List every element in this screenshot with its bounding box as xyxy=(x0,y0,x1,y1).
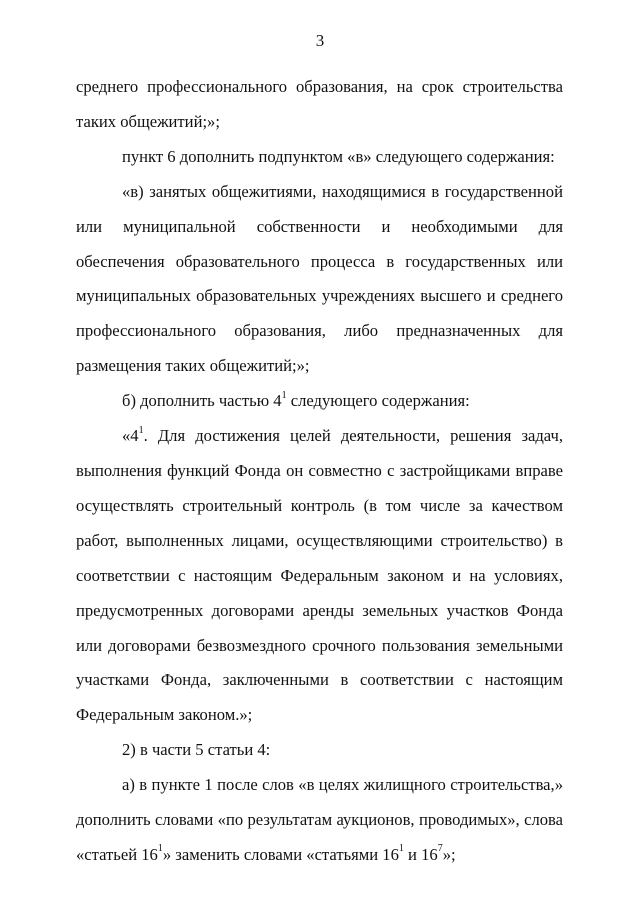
text-fragment: следующего содержания: xyxy=(286,391,470,411)
text-fragment: б) дополнить частью 4 xyxy=(122,391,282,411)
superscript: 1 xyxy=(281,389,287,401)
superscript: 7 xyxy=(437,843,443,855)
paragraph-item-2: 2) в части 5 статьи 4: xyxy=(122,740,271,760)
document-body xyxy=(76,70,563,873)
superscript: 1 xyxy=(138,424,144,436)
text-fragment: » заменить словами «статьями 16 xyxy=(162,844,399,864)
text-fragment: . Для достижения целей деятельности, решения задач, выполнения функций Фонда он совместно с застройщиками вправе осуществлять строительный контроль (в том числе за качеством работ, выполненных лицами, осуществляющими строительство) в соответствии с настоящим Федеральным законом и на условиях, предусмотренных договорами аренды земельных участков Фонда или договорами безвозмездного срочного пользования земельными участками Фонда, заключенными в соответствии с настоящим Федеральным законом.»; xyxy=(76,426,563,725)
page-number: 3 xyxy=(315,31,325,50)
text-fragment: и 16 xyxy=(403,844,438,864)
paragraph-item-a xyxy=(76,768,563,873)
text-fragment: »; xyxy=(442,844,456,864)
paragraph-subitem-v: «в) занятых общежитиями, находящимися в государственной или муниципальной собственности и необходимыми для обеспечения образовательного процесса в государственных или муниципальных образовательных учреждениях высшего и среднего профессионального образования, либо предназначенных для размещения таких общежитий;»; xyxy=(76,181,563,376)
paragraph-item-6: пункт 6 дополнить подпунктом «в» следующего содержания: xyxy=(122,146,555,166)
text-fragment: «4 xyxy=(122,426,139,446)
paragraph-item-b xyxy=(76,384,563,419)
text-fragment: а) в пункте 1 после слов «в целях жилищного строительства,» дополнить словами «по результатам аукционов, проводимых», слова «статьей 16 xyxy=(76,775,563,864)
superscript: 1 xyxy=(398,843,404,855)
superscript: 1 xyxy=(157,843,163,855)
paragraph-part-4-1 xyxy=(76,419,563,733)
paragraph-continuation: среднего профессионального образования, на срок строительства таких общежитий;»; xyxy=(76,77,563,131)
